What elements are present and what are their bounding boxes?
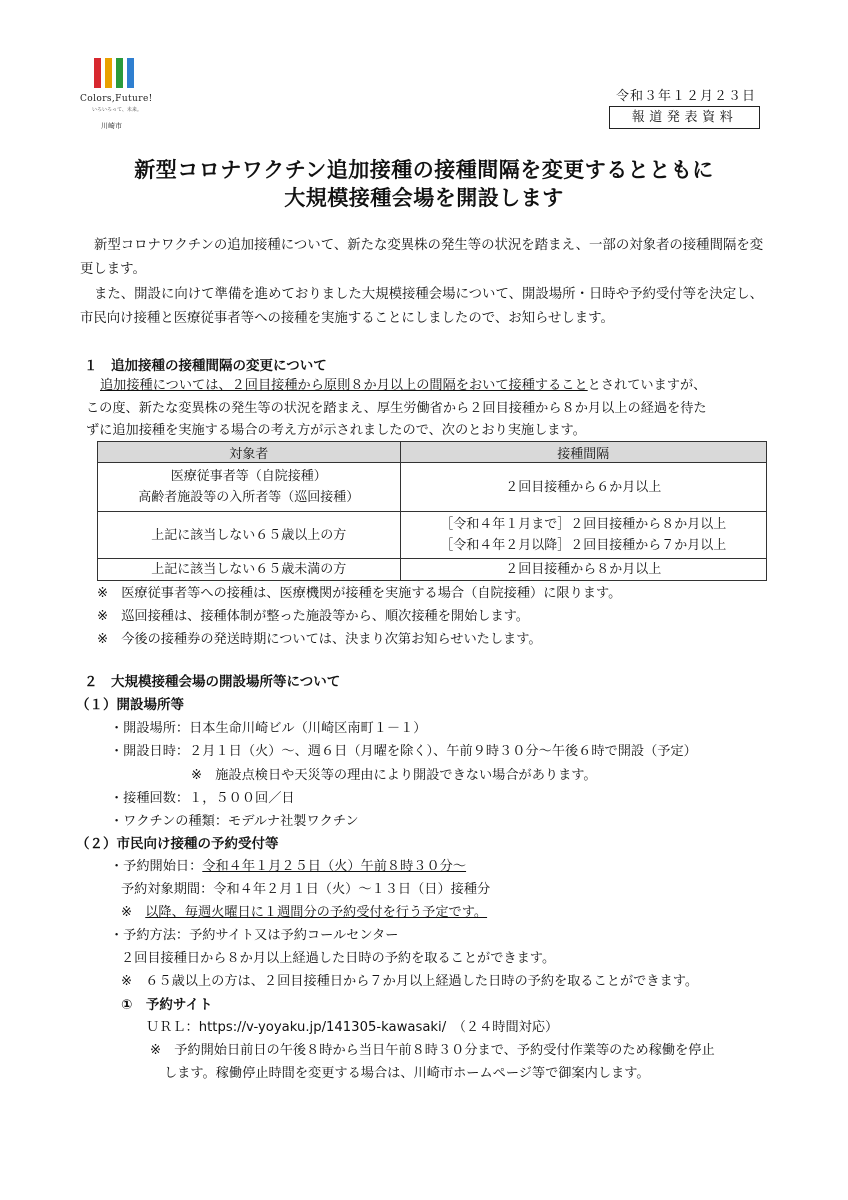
section1-note-2: ※ 巡回接種は、接種体制が整った施設等から、順次接種を開始します。 xyxy=(97,609,529,624)
table-row xyxy=(98,512,767,559)
subsection2-heading: （２）市民向け接種の予約受付等 xyxy=(76,836,279,852)
reservation-period: 予約対象期間：令和４年２月１日（火）～１３日（日）接種分 xyxy=(121,882,491,897)
section1-heading: １ 追加接種の接種間隔の変更について xyxy=(84,358,327,374)
logo-brand-text: Colors,Future! xyxy=(80,94,153,104)
release-date: 令和３年１２月２３日 xyxy=(616,89,757,104)
logo-city-name: 川崎市 xyxy=(101,122,122,130)
section1-text-line2: この度、新たな変異株の発生等の状況を踏まえ、厚生労働省から２回目接種から８か月以上の経過を待た xyxy=(86,401,707,416)
table-cell-interval: ［令和４年１月まで］２回目接種から８か月以上 ［令和４年２月以降］２回目接種から７か月以上 xyxy=(400,512,766,559)
section2-heading: ２ 大規模接種会場の開設場所等について xyxy=(84,674,341,690)
document-title-line2: 大規模接種会場を開設します xyxy=(284,186,564,210)
section1-note-1: ※ 医療従事者等への接種は、医療機関が接種を実施する場合（自院接種）に限ります。 xyxy=(97,586,622,601)
table-row xyxy=(98,559,767,581)
logo-bar-green xyxy=(116,58,123,88)
table-header-interval: 接種間隔 xyxy=(400,442,766,463)
vaccine-type: ・ワクチンの種類：モデルナ社製ワクチン xyxy=(110,814,359,829)
section1-underlined-text: 追加接種については、２回目接種から原則８か月以上の間隔をおいて接種すること xyxy=(100,378,588,393)
section1-text-line3: ずに追加接種を実施する場合の考え方が示されましたので、次のとおり実施します。 xyxy=(86,423,586,438)
logo-bar-blue xyxy=(127,58,134,88)
table-cell-interval: ２回目接種から６か月以上 xyxy=(400,463,766,512)
venue-location: ・開設場所：日本生命川崎ビル（川崎区南町１－１） xyxy=(110,721,427,736)
reservation-method-note: ※ ６５歳以上の方は、２回目接種日から７か月以上経過した日時の予約を取ることができます。 xyxy=(121,974,699,989)
table-row xyxy=(98,463,767,512)
intro-paragraph-1: 新型コロナワクチンの追加接種について、新たな変異株の発生等の状況を踏まえ、一部の対象者の接種間隔を変更します。 xyxy=(80,238,764,277)
press-release-label: 報道発表資料 xyxy=(609,106,760,129)
venue-dates-note: ※ 施設点検日や天災等の理由により開設できない場合があります。 xyxy=(191,768,597,783)
table-cell-interval: ２回目接種から８か月以上 xyxy=(400,559,766,581)
venue-capacity: ・接種回数：１，５００回／日 xyxy=(110,791,295,806)
section1-text-line1: 追加接種については、２回目接種から原則８か月以上の間隔をおいて接種することとされていますが、 xyxy=(100,378,707,393)
table-header-target: 対象者 xyxy=(98,442,401,463)
reservation-start-date: 令和４年１月２５日（火）午前８時３０分～ xyxy=(202,859,467,874)
interval-table xyxy=(97,441,767,581)
document-title-line1: 新型コロナワクチン追加接種の接種間隔を変更するとともに xyxy=(134,158,714,182)
table-cell-target: 医療従事者等（自院接種） 高齢者施設等の入所者等（巡回接種） xyxy=(98,463,401,512)
reservation-site-note-2: します。稼働停止時間を変更する場合は、川崎市ホームページ等で御案内します。 xyxy=(164,1066,650,1081)
city-logo xyxy=(80,58,160,138)
table-header-row xyxy=(98,442,767,463)
logo-tagline: いろいろって、未来。 xyxy=(92,107,142,113)
subsection1-heading: （１）開設場所等 xyxy=(76,697,184,713)
reservation-site-url: ＵＲＬ：https://v-yoyaku.jp/141305-kawasaki/ （２４時間対応） xyxy=(146,1020,559,1035)
logo-bar-yellow xyxy=(105,58,112,88)
venue-dates: ・開設日時：２月１日（火）～、週６日（月曜を除く）、午前９時３０分～午後６時で開設（予定） xyxy=(110,744,697,759)
reservation-site-heading: ① 予約サイト xyxy=(121,997,213,1013)
section1-note-3: ※ 今後の接種券の発送時期については、決まり次第お知らせいたします。 xyxy=(97,632,542,647)
logo-bars-icon xyxy=(94,58,134,88)
table-cell-target: 上記に該当しない６５歳以上の方 xyxy=(98,512,401,559)
reservation-method: ・予約方法：予約サイト又は予約コールセンター xyxy=(110,928,399,943)
reservation-period-note: ※ 以降、毎週火曜日に１週間分の予約受付を行う予定です。 xyxy=(121,905,488,920)
reservation-start: ・予約開始日：令和４年１月２５日（火）午前８時３０分～ xyxy=(110,859,467,874)
logo-bar-red xyxy=(94,58,101,88)
intro-paragraph-2: また、開設に向けて準備を進めておりました大規模接種会場について、開設場所・日時や予約受付等を決定し、市民向け接種と医療従事者等への接種を実施することにしましたので、お知らせします。 xyxy=(80,287,763,326)
reservation-site-note-1: ※ 予約開始日前日の午後８時から当日午前８時３０分まで、予約受付作業等のため稼働を停止 xyxy=(150,1043,715,1058)
table-cell-target: 上記に該当しない６５歳未満の方 xyxy=(98,559,401,581)
reservation-method-detail: ２回目接種日から８か月以上経過した日時の予約を取ることができます。 xyxy=(121,951,556,966)
